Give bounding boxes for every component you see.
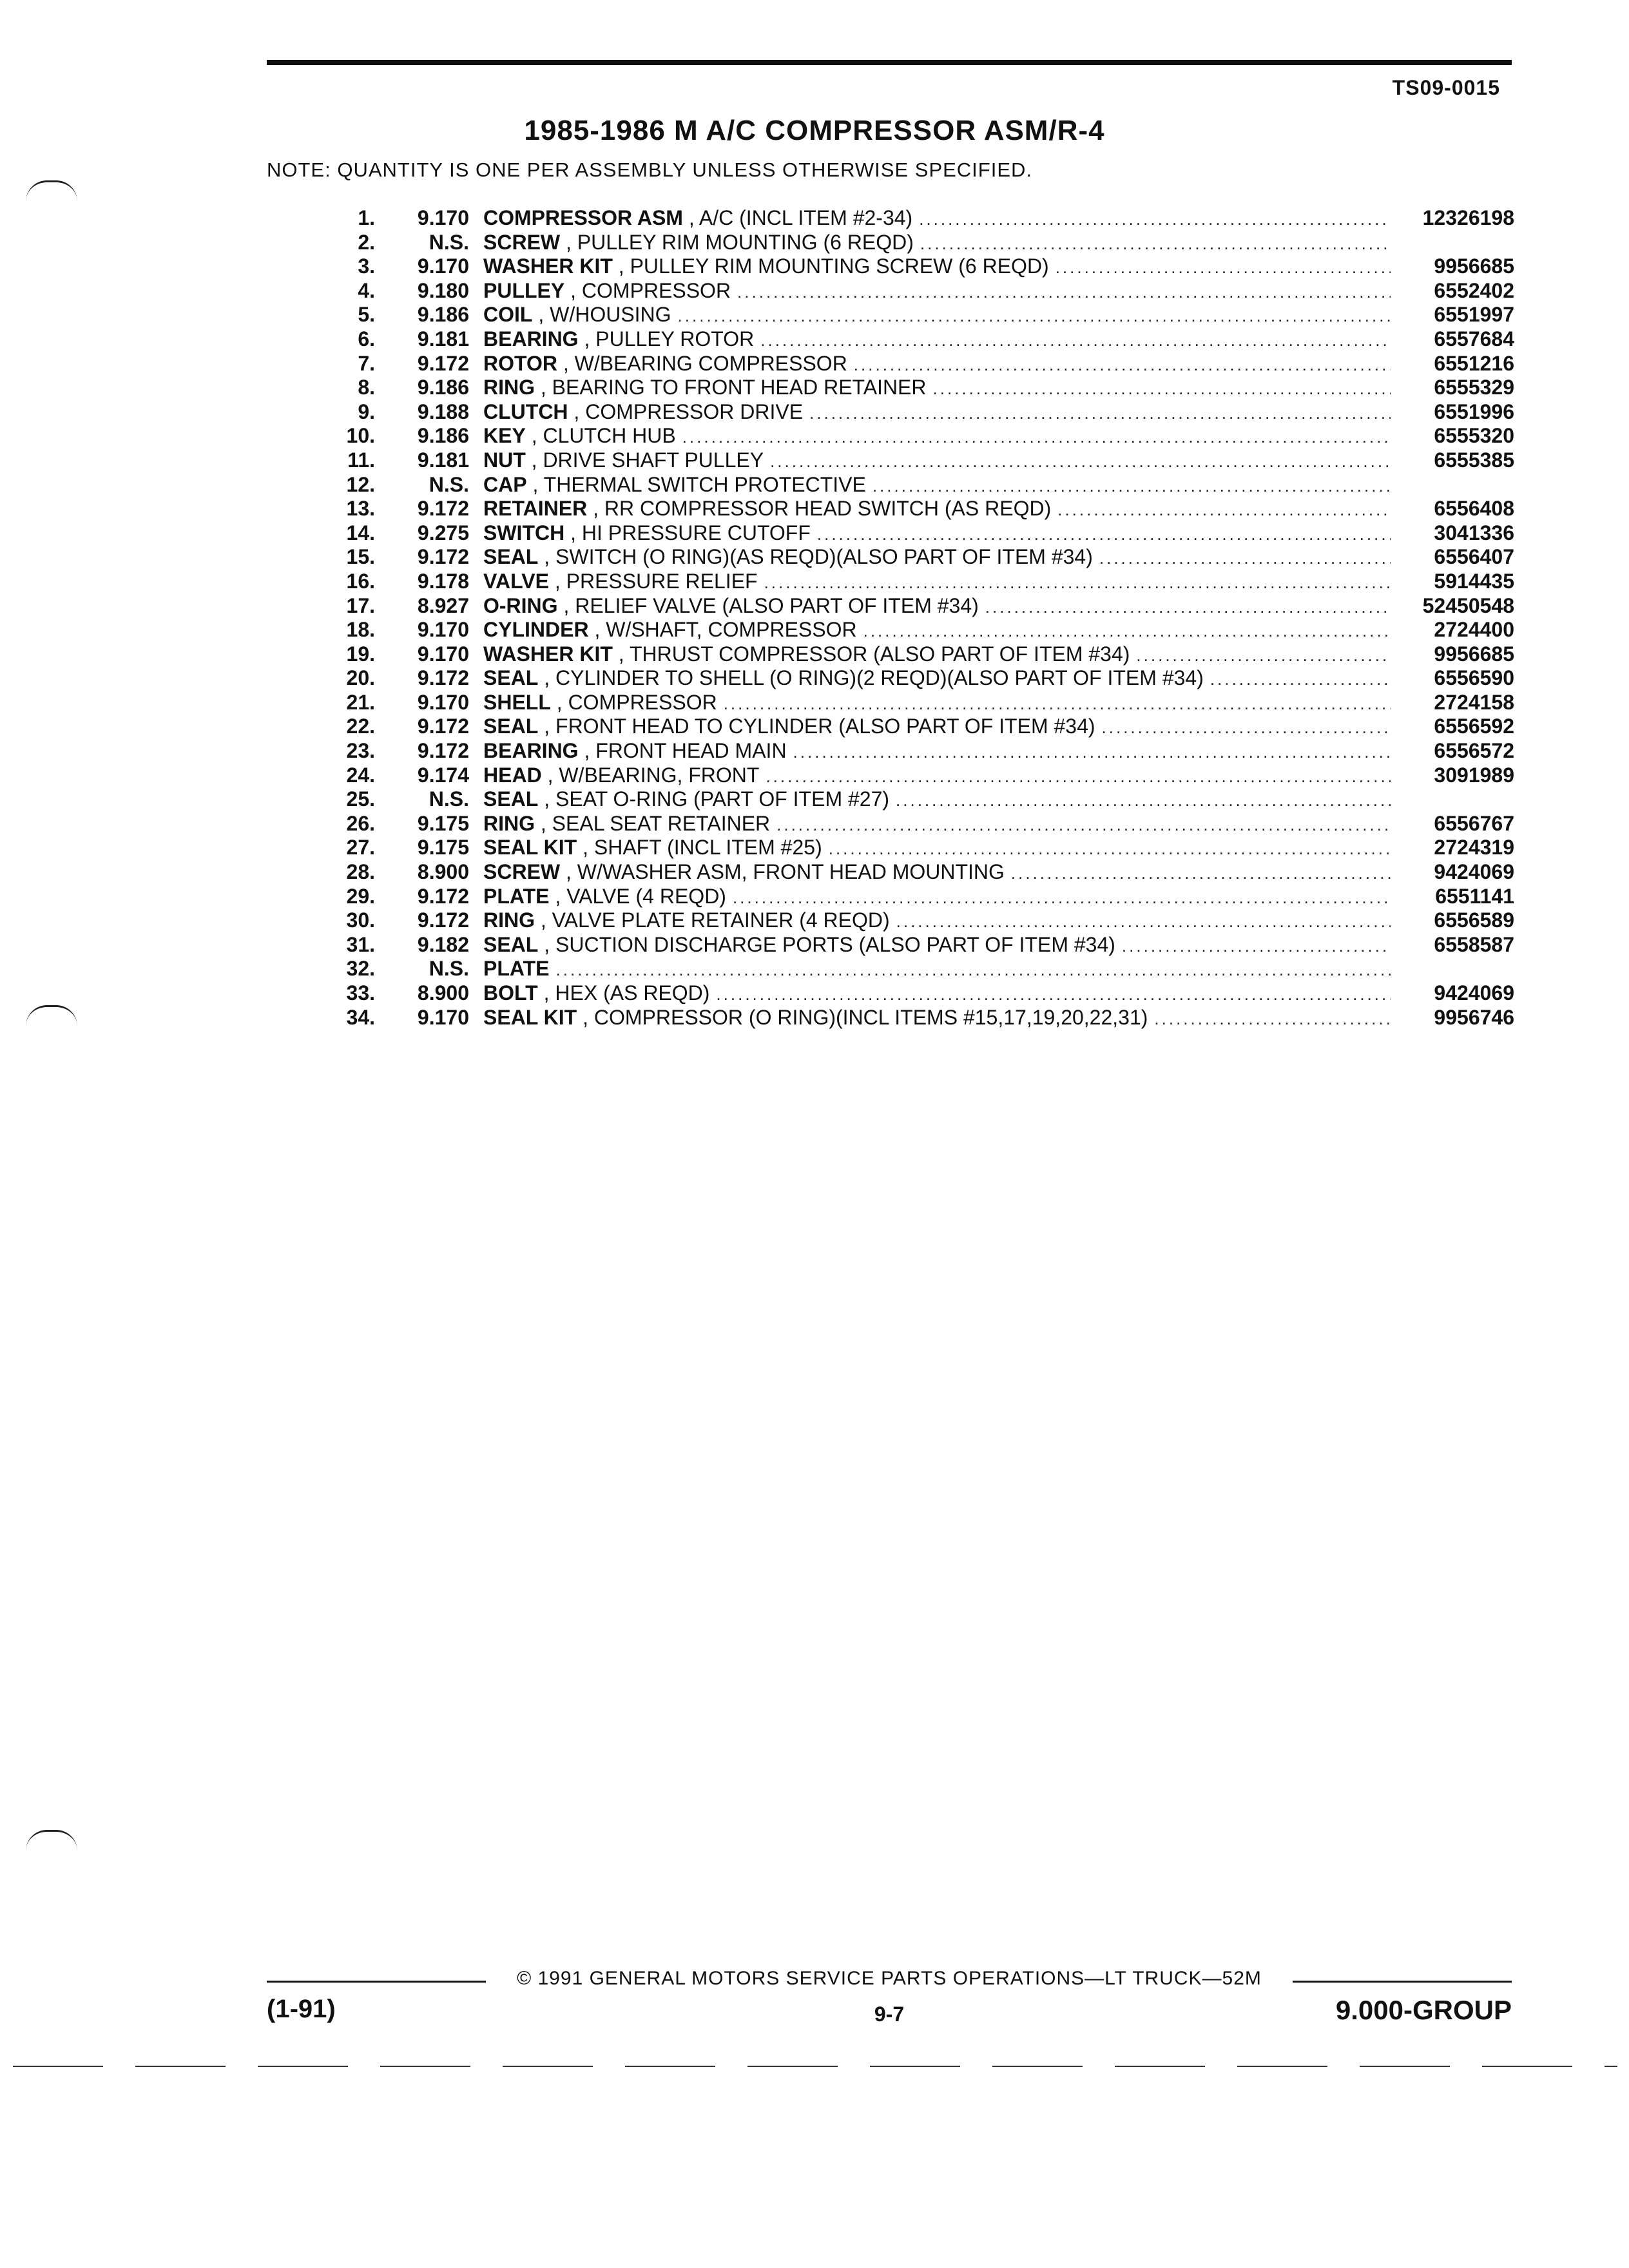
dot-leader <box>737 280 1391 305</box>
part-description <box>483 691 1391 716</box>
part-description <box>483 327 1391 353</box>
part-row <box>322 206 1514 231</box>
part-number: 9956685 <box>1434 642 1514 666</box>
item-number: 9. <box>358 399 375 423</box>
part-detail: , W/HOUSING <box>532 303 671 327</box>
part-detail: , CYLINDER TO SHELL (O RING)(2 REQD)(ALSO PART OF ITEM #34) <box>538 666 1204 690</box>
page-footer <box>267 1963 1512 2040</box>
group-number: 9.186 <box>417 424 469 448</box>
item-number: 8. <box>358 376 375 399</box>
part-number: 6556767 <box>1434 811 1514 835</box>
part-row <box>322 424 1514 448</box>
part-name: RETAINER <box>483 497 588 521</box>
part-detail: , COMPRESSOR <box>564 278 731 302</box>
part-number: 6551997 <box>1434 303 1514 327</box>
part-description <box>483 1006 1391 1032</box>
part-number: 6551141 <box>1435 884 1514 908</box>
part-row <box>322 618 1514 642</box>
copyright-notice: © 1991 GENERAL MOTORS SERVICE PARTS OPERATIONS—LT TRUCK—52M <box>517 1968 1262 1989</box>
part-name: PLATE <box>483 884 550 908</box>
part-row <box>322 981 1514 1006</box>
dot-leader <box>770 450 1391 474</box>
part-number: 9424069 <box>1434 860 1514 884</box>
group-number: 9.172 <box>417 666 469 690</box>
dot-leader <box>1210 668 1391 692</box>
document-code: TS09-0015 <box>1392 76 1500 99</box>
part-row <box>322 376 1514 400</box>
dot-leader <box>682 425 1391 450</box>
part-detail: , COMPRESSOR DRIVE <box>568 399 804 423</box>
part-name: CYLINDER <box>483 618 589 642</box>
part-description <box>483 545 1391 571</box>
part-number: 6551216 <box>1434 351 1514 375</box>
part-description <box>483 231 1391 256</box>
dot-leader <box>872 474 1391 499</box>
part-name: RING <box>483 811 535 835</box>
group-number: 9.182 <box>417 932 469 956</box>
part-name: PULLEY <box>483 278 565 302</box>
item-number: 26. <box>346 811 375 835</box>
part-description <box>483 764 1391 789</box>
part-name: SHELL <box>483 690 551 714</box>
part-name: PLATE <box>483 957 550 981</box>
part-number: 6555385 <box>1434 448 1514 472</box>
part-description <box>483 303 1391 329</box>
part-detail: , SEAL SEAT RETAINER <box>535 811 771 835</box>
group-number: 8.900 <box>417 981 469 1004</box>
group-number: 9.170 <box>417 206 469 229</box>
group-number: 9.181 <box>417 327 469 351</box>
part-name: BEARING <box>483 739 579 763</box>
part-name: BEARING <box>483 327 579 351</box>
part-description <box>483 400 1391 426</box>
dot-leader <box>678 304 1391 329</box>
item-number: 7. <box>358 351 375 375</box>
part-name: BOLT <box>483 981 538 1004</box>
group-number: 9.170 <box>417 642 469 666</box>
group-number: 9.170 <box>417 690 469 714</box>
item-number: 14. <box>346 521 375 544</box>
part-number: 6557684 <box>1434 327 1514 351</box>
item-number: 12. <box>346 472 375 496</box>
dot-leader <box>764 571 1391 595</box>
dot-leader <box>985 595 1391 620</box>
group-number: 9.188 <box>417 399 469 423</box>
parts-list <box>322 206 1514 1030</box>
part-number: 2724158 <box>1434 690 1514 714</box>
part-name: SEAL KIT <box>483 1005 577 1029</box>
part-name: WASHER KIT <box>483 642 613 666</box>
group-number: 8.900 <box>417 860 469 884</box>
group-number: 9.181 <box>417 448 469 472</box>
part-detail: , HI PRESSURE CUTOFF <box>564 521 811 544</box>
part-row <box>322 715 1514 739</box>
part-row <box>322 642 1514 667</box>
part-description <box>483 594 1391 620</box>
dot-leader <box>919 207 1391 232</box>
part-name: CLUTCH <box>483 399 568 423</box>
part-name: SEAL <box>483 932 539 956</box>
group-number: 9.172 <box>417 545 469 569</box>
part-name: KEY <box>483 424 526 448</box>
part-name: NUT <box>483 448 526 472</box>
item-number: 16. <box>346 569 375 593</box>
dot-leader <box>896 789 1391 813</box>
part-description <box>483 424 1391 450</box>
dot-leader <box>760 329 1391 353</box>
part-description <box>483 497 1391 523</box>
dot-leader <box>733 886 1391 910</box>
quantity-note: NOTE: QUANTITY IS ONE PER ASSEMBLY UNLESS OTHERWISE SPECIFIED. <box>267 159 1033 181</box>
part-name: SCREW <box>483 860 561 884</box>
item-number: 23. <box>346 739 375 763</box>
part-row <box>322 860 1514 885</box>
part-row <box>322 691 1514 715</box>
group-number: 9.172 <box>417 497 469 521</box>
item-number: 25. <box>346 787 375 811</box>
part-detail: , SWITCH (O RING)(AS REQD)(ALSO PART OF ITEM #34) <box>538 545 1093 569</box>
page-title: 1985-1986 M A/C COMPRESSOR ASM/R-4 <box>524 115 1105 146</box>
part-description <box>483 352 1391 378</box>
group-number: 9.170 <box>417 255 469 278</box>
item-number: 30. <box>346 908 375 932</box>
part-description <box>483 642 1391 668</box>
dot-leader <box>829 837 1391 861</box>
item-number: 18. <box>346 618 375 642</box>
part-name: ROTOR <box>483 351 557 375</box>
item-number: 21. <box>346 690 375 714</box>
part-row <box>322 327 1514 352</box>
part-number: 6556592 <box>1434 715 1514 738</box>
dot-leader <box>793 740 1391 765</box>
part-description <box>483 981 1391 1007</box>
dot-leader <box>1057 498 1391 523</box>
part-row <box>322 594 1514 619</box>
part-name: SEAL KIT <box>483 836 577 860</box>
group-number: 9.175 <box>417 836 469 860</box>
part-name: SEAL <box>483 715 539 738</box>
group-number: 9.180 <box>417 278 469 302</box>
dot-leader <box>1136 644 1391 668</box>
item-number: 4. <box>358 278 375 302</box>
part-number: 2724319 <box>1434 836 1514 860</box>
part-name: O-RING <box>483 593 558 617</box>
part-row <box>322 448 1514 473</box>
group-number: 9.170 <box>417 1005 469 1029</box>
dot-leader <box>556 958 1391 983</box>
group-number: 9.186 <box>417 303 469 327</box>
part-detail: , FRONT HEAD TO CYLINDER (ALSO PART OF ITEM #34) <box>538 715 1095 738</box>
item-number: 20. <box>346 666 375 690</box>
part-row <box>322 787 1514 812</box>
group-number: 9.275 <box>417 521 469 544</box>
dot-leader <box>776 813 1391 838</box>
dot-leader <box>1099 546 1391 571</box>
group-number: 9.172 <box>417 739 469 763</box>
group-number: 9.172 <box>417 715 469 738</box>
part-number: 3091989 <box>1434 763 1514 787</box>
margin-mark <box>26 1005 77 1026</box>
item-number: 31. <box>346 932 375 956</box>
margin-mark <box>26 180 77 202</box>
part-number: 6556572 <box>1434 739 1514 763</box>
item-number: 33. <box>346 981 375 1004</box>
dot-leader <box>766 765 1391 789</box>
part-detail: , SEAT O-RING (PART OF ITEM #27) <box>538 787 890 811</box>
part-row <box>322 885 1514 909</box>
part-description <box>483 473 1391 499</box>
part-detail: , PULLEY RIM MOUNTING (6 REQD) <box>560 230 914 254</box>
group-number: 9.172 <box>417 908 469 932</box>
part-number: 6556408 <box>1434 497 1514 521</box>
part-row <box>322 908 1514 933</box>
part-detail: , COMPRESSOR (O RING)(INCL ITEMS #15,17,19,20,22,31) <box>577 1005 1148 1029</box>
part-description <box>483 836 1391 861</box>
part-description <box>483 787 1391 813</box>
part-name: RING <box>483 908 535 932</box>
part-detail: , HEX (AS REQD) <box>537 981 710 1004</box>
part-number: 6556589 <box>1434 908 1514 932</box>
part-number: 9956746 <box>1434 1005 1514 1029</box>
part-number: 2724400 <box>1434 618 1514 642</box>
part-detail: , RR COMPRESSOR HEAD SWITCH (AS REQD) <box>587 497 1052 521</box>
part-description <box>483 376 1391 401</box>
part-row <box>322 666 1514 691</box>
group-number: 8.927 <box>417 593 469 617</box>
part-detail: , THRUST COMPRESSOR (ALSO PART OF ITEM #34) <box>612 642 1130 666</box>
part-row <box>322 303 1514 327</box>
dot-leader <box>1011 861 1391 886</box>
dot-leader <box>854 353 1391 378</box>
part-row <box>322 473 1514 497</box>
bottom-rule <box>13 2066 1617 2067</box>
item-number: 10. <box>346 424 375 448</box>
item-number: 15. <box>346 545 375 569</box>
part-number: 52450548 <box>1422 593 1514 617</box>
part-row <box>322 739 1514 764</box>
group-number: 9.172 <box>417 351 469 375</box>
item-number: 11. <box>347 448 375 472</box>
part-row <box>322 812 1514 836</box>
part-description <box>483 860 1391 886</box>
top-rule <box>267 60 1512 65</box>
part-name: CAP <box>483 472 527 496</box>
part-detail: , A/C (INCL ITEM #2-34) <box>682 206 913 229</box>
part-name: SEAL <box>483 545 539 569</box>
item-number: 19. <box>346 642 375 666</box>
item-number: 5. <box>358 303 375 327</box>
part-detail: , W/SHAFT, COMPRESSOR <box>588 618 857 642</box>
item-number: 32. <box>346 957 375 981</box>
group-number: N.S. <box>429 957 469 981</box>
part-name: WASHER KIT <box>483 255 613 278</box>
part-detail: , SUCTION DISCHARGE PORTS (ALSO PART OF ITEM #34) <box>538 932 1115 956</box>
item-number: 1. <box>358 206 375 229</box>
dot-leader <box>809 401 1391 426</box>
part-detail: , PULLEY ROTOR <box>578 327 755 351</box>
part-row <box>322 231 1514 255</box>
part-row <box>322 352 1514 376</box>
part-number: 6556590 <box>1434 666 1514 690</box>
part-description <box>483 908 1391 934</box>
item-number: 3. <box>358 255 375 278</box>
part-description <box>483 957 1391 983</box>
group-number: 9.178 <box>417 569 469 593</box>
item-number: 27. <box>346 836 375 860</box>
part-description <box>483 933 1391 959</box>
part-row <box>322 279 1514 303</box>
item-number: 28. <box>346 860 375 884</box>
part-description <box>483 206 1391 232</box>
group-label: 9.000-GROUP <box>1335 1995 1512 2025</box>
part-row <box>322 957 1514 981</box>
part-description <box>483 618 1391 644</box>
group-number: 9.172 <box>417 884 469 908</box>
part-name: VALVE <box>483 569 549 593</box>
part-row <box>322 570 1514 594</box>
revision-date: (1-91) <box>267 1995 336 2023</box>
part-number: 6552402 <box>1434 278 1514 302</box>
part-detail: , CLUTCH HUB <box>525 424 676 448</box>
part-detail: , COMPRESSOR <box>550 690 717 714</box>
part-number: 6555320 <box>1434 424 1514 448</box>
part-detail: , SHAFT (INCL ITEM #25) <box>577 836 822 860</box>
dot-leader <box>1102 716 1391 740</box>
group-number: N.S. <box>429 472 469 496</box>
part-description <box>483 812 1391 838</box>
part-name: SCREW <box>483 230 561 254</box>
dot-leader <box>1055 256 1391 280</box>
item-number: 2. <box>358 230 375 254</box>
part-description <box>483 885 1391 910</box>
part-description <box>483 715 1391 740</box>
part-detail: , FRONT HEAD MAIN <box>578 739 787 763</box>
part-name: HEAD <box>483 763 542 787</box>
part-detail: , THERMAL SWITCH PROTECTIVE <box>526 472 866 496</box>
part-number: 6551996 <box>1434 399 1514 423</box>
item-number: 13. <box>346 497 375 521</box>
part-name: SEAL <box>483 787 539 811</box>
part-row <box>322 836 1514 860</box>
part-detail: , VALVE PLATE RETAINER (4 REQD) <box>535 908 890 932</box>
part-detail: , VALVE (4 REQD) <box>549 884 726 908</box>
part-detail: , DRIVE SHAFT PULLEY <box>525 448 764 472</box>
part-detail: , W/WASHER ASM, FRONT HEAD MOUNTING <box>560 860 1005 884</box>
part-number: 3041336 <box>1434 521 1514 544</box>
part-row <box>322 400 1514 425</box>
part-number: 9956685 <box>1434 255 1514 278</box>
dot-leader <box>1122 934 1391 959</box>
dot-leader <box>716 983 1391 1007</box>
part-row <box>322 545 1514 570</box>
part-description <box>483 255 1391 280</box>
part-number: 6555329 <box>1434 376 1514 399</box>
group-number: N.S. <box>429 787 469 811</box>
part-name: COMPRESSOR ASM <box>483 206 683 229</box>
item-number: 34. <box>346 1005 375 1029</box>
part-name: SWITCH <box>483 521 565 544</box>
part-number: 5914435 <box>1434 569 1514 593</box>
part-detail: , RELIEF VALVE (ALSO PART OF ITEM #34) <box>557 593 979 617</box>
part-number: 9424069 <box>1434 981 1514 1004</box>
dot-leader <box>1154 1007 1391 1032</box>
item-number: 22. <box>346 715 375 738</box>
part-description <box>483 279 1391 305</box>
part-row <box>322 764 1514 788</box>
margin-mark <box>26 1830 77 1851</box>
group-number: N.S. <box>429 230 469 254</box>
item-number: 24. <box>346 763 375 787</box>
page-number: 9-7 <box>874 2003 905 2026</box>
part-detail: , W/BEARING COMPRESSOR <box>557 351 847 375</box>
item-number: 29. <box>346 884 375 908</box>
dot-leader <box>724 692 1391 716</box>
group-number: 9.175 <box>417 811 469 835</box>
group-number: 9.186 <box>417 376 469 399</box>
dot-leader <box>933 377 1391 401</box>
item-number: 6. <box>358 327 375 351</box>
part-description <box>483 521 1391 547</box>
part-number: 12326198 <box>1422 206 1514 229</box>
part-detail: , BEARING TO FRONT HEAD RETAINER <box>535 376 927 399</box>
dot-leader <box>863 619 1391 644</box>
part-description <box>483 570 1391 595</box>
part-row <box>322 521 1514 546</box>
dot-leader <box>896 910 1391 934</box>
group-number: 9.170 <box>417 618 469 642</box>
part-row <box>322 933 1514 957</box>
part-row <box>322 1006 1514 1030</box>
part-detail: , PULLEY RIM MOUNTING SCREW (6 REQD) <box>612 255 1049 278</box>
item-number: 17. <box>346 593 375 617</box>
dot-leader <box>817 523 1391 547</box>
part-description <box>483 448 1391 474</box>
part-row <box>322 255 1514 279</box>
part-description <box>483 666 1391 692</box>
part-description <box>483 739 1391 765</box>
part-name: COIL <box>483 303 533 327</box>
part-row <box>322 497 1514 521</box>
part-name: RING <box>483 376 535 399</box>
part-number: 6558587 <box>1434 932 1514 956</box>
part-name: SEAL <box>483 666 539 690</box>
group-number: 9.174 <box>417 763 469 787</box>
part-number: 6556407 <box>1434 545 1514 569</box>
part-detail: , PRESSURE RELIEF <box>548 569 758 593</box>
part-detail: , W/BEARING, FRONT <box>541 763 760 787</box>
dot-leader <box>920 232 1391 256</box>
